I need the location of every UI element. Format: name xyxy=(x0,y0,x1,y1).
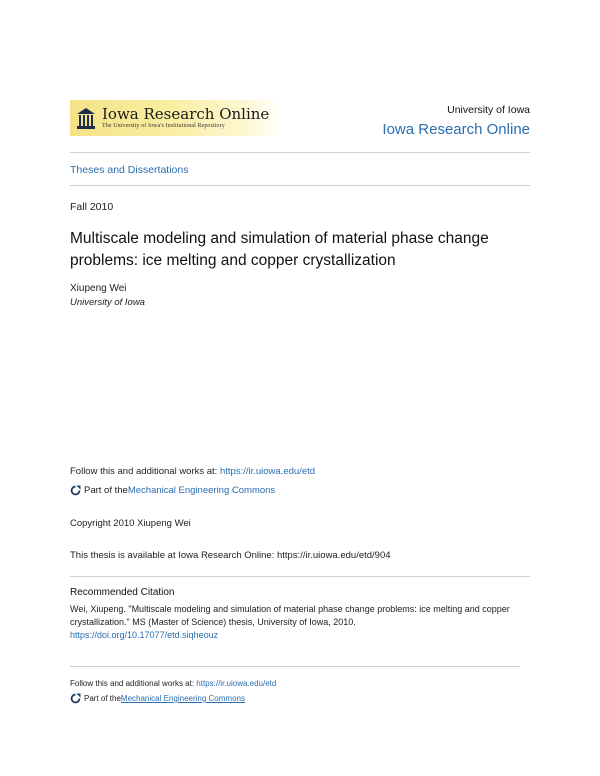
commons-icon xyxy=(70,485,81,496)
citation-text: Wei, Xiupeng. "Multiscale modeling and simulation of material phase change problems: ice melting and copper crystallization." MS (Master of Science) thesis, University of Iowa, 2010. xyxy=(70,604,510,627)
footer-follow-line xyxy=(70,679,276,688)
footer-follow-prefix: Follow this and additional works at: xyxy=(70,679,197,688)
recommended-citation-text xyxy=(70,603,530,642)
repository-link[interactable]: Iowa Research Online xyxy=(382,121,530,138)
copyright-statement: Copyright 2010 Xiupeng Wei xyxy=(70,518,191,529)
part-of-prefix: Part of the xyxy=(84,485,128,496)
divider xyxy=(70,152,530,153)
author-name: Xiupeng Wei xyxy=(70,283,127,294)
divider xyxy=(70,576,530,577)
follow-line xyxy=(70,466,315,477)
publication-date: Fall 2010 xyxy=(70,201,114,213)
divider xyxy=(70,666,520,667)
document-title: Multiscale modeling and simulation of material phase change problems: ice melting and copper crystallization xyxy=(70,230,489,269)
collection-link[interactable]: Theses and Dissertations xyxy=(70,164,189,176)
university-name: University of Iowa xyxy=(447,104,530,116)
iro-logo[interactable] xyxy=(70,100,283,136)
follow-url-link[interactable]: https://ir.uiowa.edu/etd xyxy=(219,466,316,477)
doi-link[interactable]: https://doi.org/10.17077/etd.siqheouz xyxy=(70,630,219,640)
divider xyxy=(70,185,530,186)
availability-statement: This thesis is available at Iowa Research Online: https://ir.uiowa.edu/etd/904 xyxy=(70,550,391,561)
commons-link[interactable]: Mechanical Engineering Commons xyxy=(127,485,276,496)
author-affiliation: University of Iowa xyxy=(70,297,145,308)
logo-subtitle: The University of Iowa's Institutional Repository xyxy=(102,123,225,129)
follow-prefix: Follow this and additional works at: xyxy=(70,466,220,477)
recommended-citation-heading: Recommended Citation xyxy=(70,587,175,598)
logo-title: Iowa Research Online xyxy=(102,105,270,123)
commons-icon xyxy=(70,693,81,704)
footer-part-of-line xyxy=(70,693,245,704)
footer-part-of-prefix: Part of the xyxy=(84,694,121,703)
footer-follow-url-link[interactable]: https://ir.uiowa.edu/etd xyxy=(196,679,277,688)
footer-commons-link[interactable]: Mechanical Engineering Commons xyxy=(120,694,245,703)
part-of-line xyxy=(70,485,275,496)
building-icon xyxy=(76,106,96,130)
